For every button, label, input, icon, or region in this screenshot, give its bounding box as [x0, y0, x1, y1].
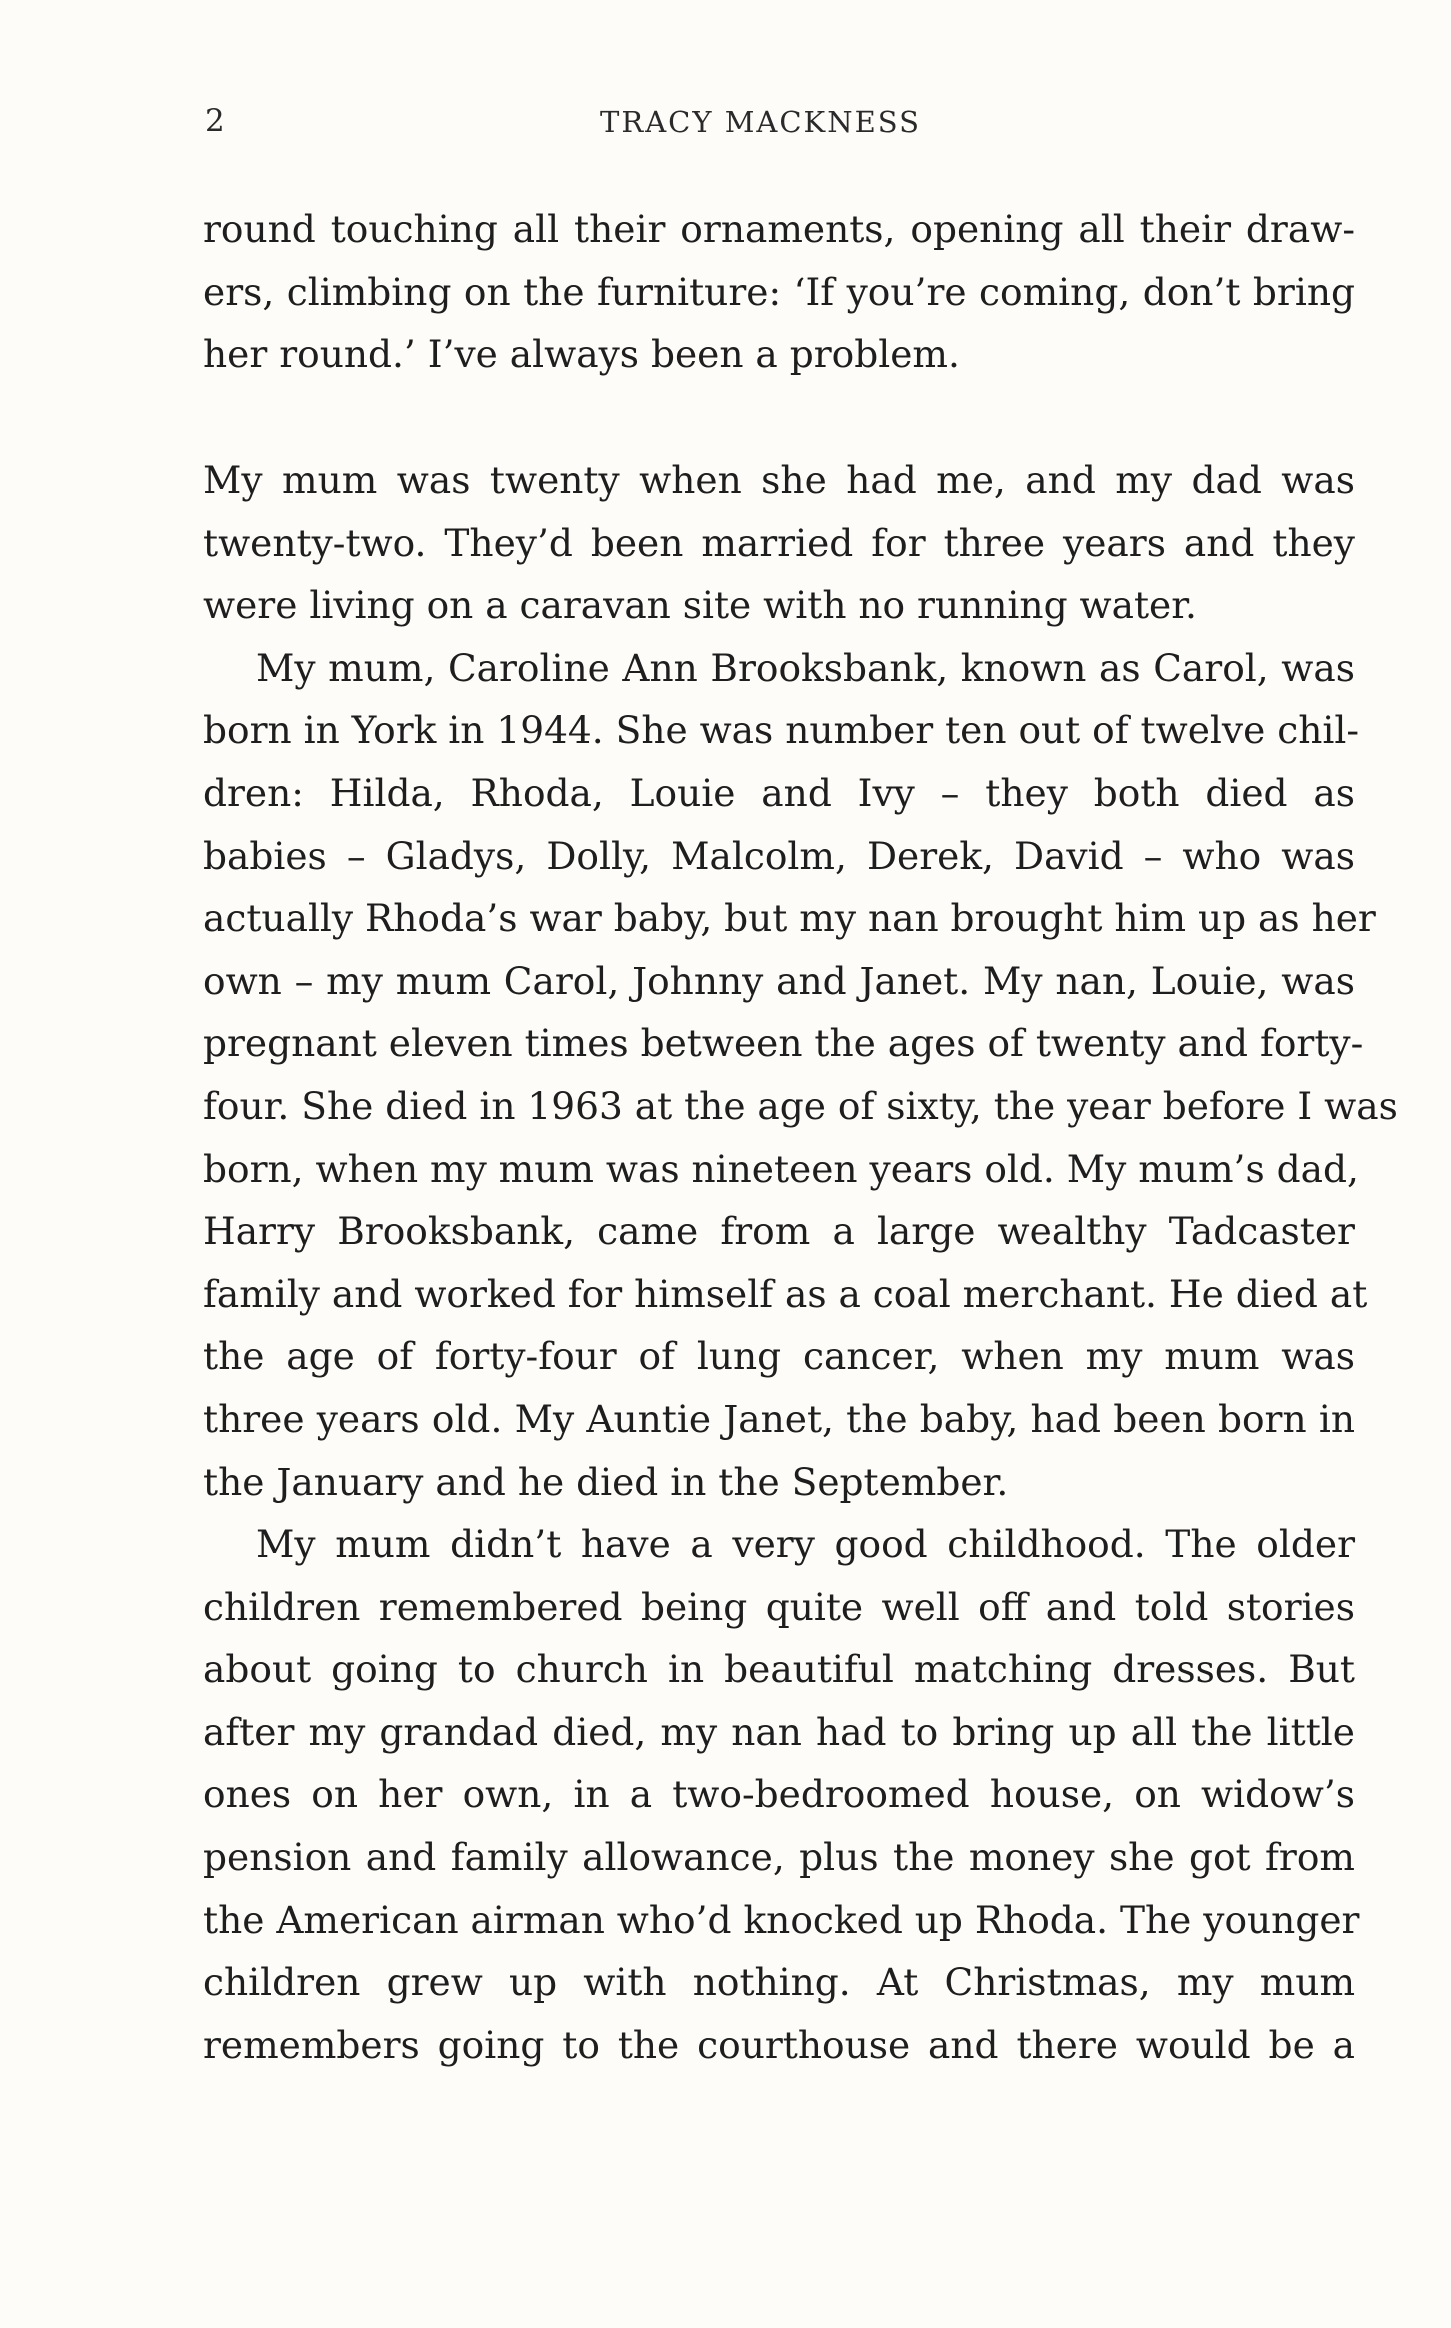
text-line: own – my mum Carol, Johnny and Janet. My nan, Louie, was	[203, 958, 1355, 1003]
text-line: babies – Gladys, Dolly, Malcolm, Derek, David – who was	[203, 833, 1355, 878]
text-line: ones on her own, in a two-bedroomed house, on widow’s	[203, 1772, 1355, 1817]
paragraph-continued	[203, 198, 1355, 386]
text-line: actually Rhoda’s war baby, but my nan brought him up as her	[203, 896, 1376, 941]
text-line: Harry Brooksbank, came from a large wealthy Tadcaster	[203, 1209, 1355, 1254]
text-line: the January and he died in the September.	[203, 1459, 1009, 1504]
text-line: family and worked for himself as a coal merchant. He died at	[203, 1271, 1368, 1316]
text-line: children remembered being quite well off and told stories	[203, 1584, 1355, 1629]
page-number: 2	[205, 103, 225, 139]
text-line: round touching all their ornaments, opening all their draw-	[203, 207, 1355, 251]
text-line: My mum was twenty when she had me, and my dad was	[203, 458, 1355, 502]
text-line: My mum, Caroline Ann Brooksbank, known as Carol, was	[256, 645, 1355, 690]
text-line: three years old. My Auntie Janet, the baby, had been born in	[203, 1396, 1355, 1441]
text-line: remembers going to the courthouse and there would be a	[203, 2022, 1355, 2067]
text-line: after my grandad died, my nan had to bring up all the little	[203, 1709, 1355, 1754]
text-line: were living on a caravan site with no running water.	[203, 583, 1197, 628]
text-line: ers, climbing on the furniture: ‘If you’re coming, don’t bring	[203, 269, 1355, 314]
text-line: the American airman who’d knocked up Rhoda. The younger	[203, 1897, 1360, 1942]
text-line: her round.’ I’ve always been a problem.	[203, 332, 960, 377]
text-line: pension and family allowance, plus the money she got from	[203, 1835, 1355, 1880]
text-line: the age of forty-four of lung cancer, when my mum was	[203, 1334, 1355, 1379]
text-line: My mum didn’t have a very good childhood. The older	[256, 1522, 1355, 1567]
body-text	[203, 449, 1398, 2076]
running-head: TRACY MACKNESS	[600, 105, 921, 139]
text-line: dren: Hilda, Rhoda, Louie and Ivy – they both died as	[203, 770, 1355, 815]
text-line: children grew up with nothing. At Christmas, my mum	[203, 1960, 1355, 2005]
text-line: born, when my mum was nineteen years old. My mum’s dad,	[203, 1146, 1359, 1191]
text-line: pregnant eleven times between the ages of twenty and forty-	[203, 1021, 1364, 1066]
text-line: born in York in 1944. She was number ten out of twelve chil-	[203, 708, 1359, 753]
text-line: about going to church in beautiful matching dresses. But	[203, 1647, 1355, 1692]
text-line: four. She died in 1963 at the age of sixty, the year before I was	[203, 1083, 1398, 1128]
text-line: twenty-two. They’d been married for three years and they	[203, 520, 1355, 565]
